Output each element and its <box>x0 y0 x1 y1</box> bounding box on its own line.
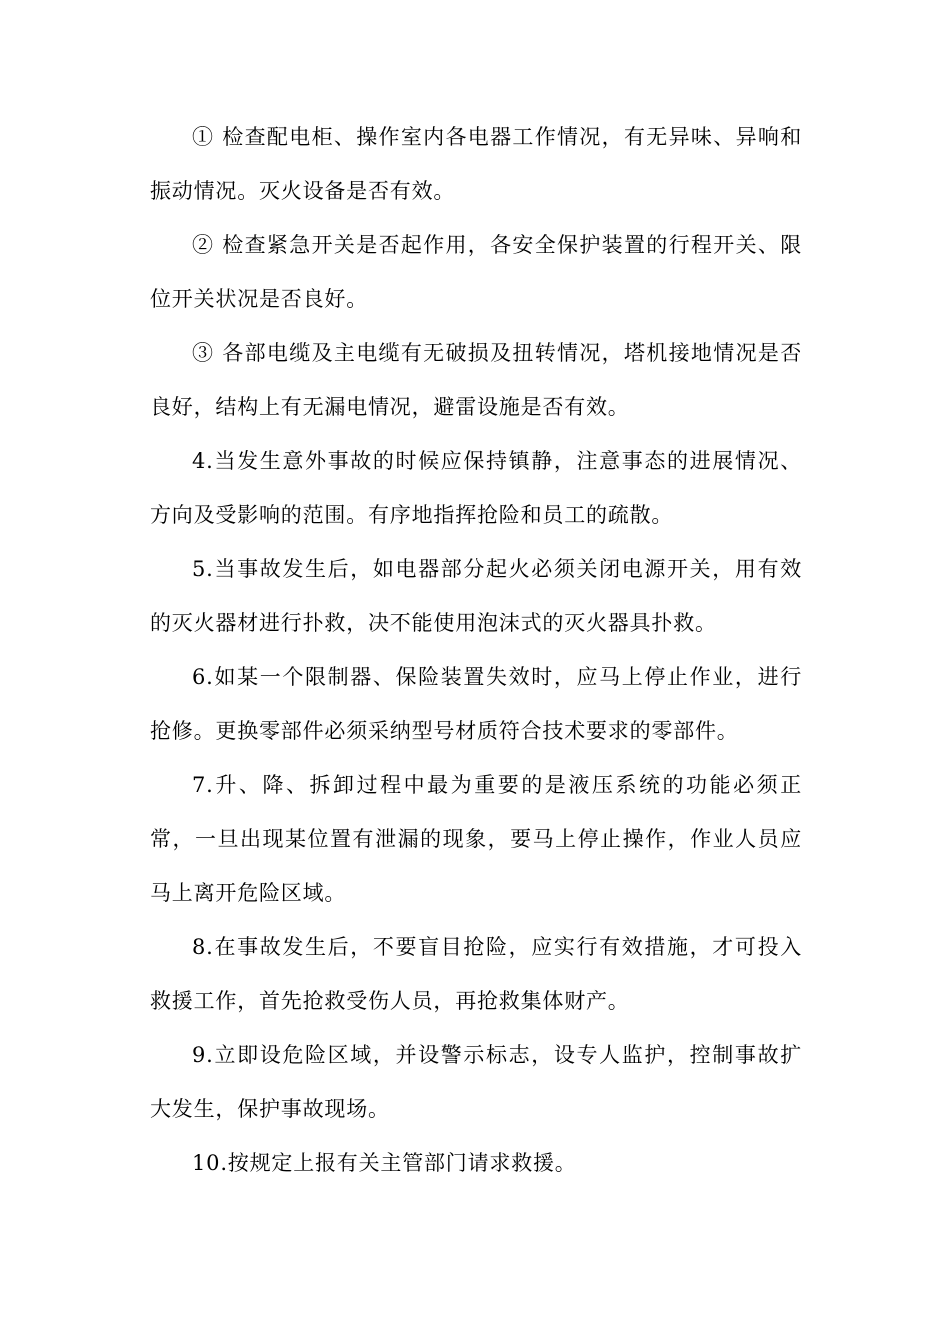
document-body <box>150 110 802 1190</box>
paragraph-check-cables-grounding: ③ 各部电缆及主电缆有无破损及扭转情况，塔机接地情况是否良好，结构上有无漏电情况，避雷设施是否有效。 <box>150 341 802 419</box>
paragraph-check-electrical-cabinet: ① 检查配电柜、操作室内各电器工作情况，有无异味、异响和振动情况。灭火设备是否有效。 <box>150 125 802 203</box>
paragraph-hydraulic-system: 7.升、降、拆卸过程中最为重要的是液压系统的功能必须正常，一旦出现某位置有泄漏的现象，要马上停止操作，作业人员应马上离开危险区域。 <box>150 773 802 905</box>
paragraph-after-accident: 8.在事故发生后，不要盲目抢险，应实行有效措施，才可投入救援工作，首先抢救受伤人员，再抢救集体财产。 <box>150 935 802 1013</box>
paragraph-limiter-failure: 6.如某一个限制器、保险装置失效时，应马上停止作业，进行抢修。更换零部件必须采纳型号材质符合技术要求的零部件。 <box>150 665 802 743</box>
paragraph-danger-zone: 9.立即设危险区域，并设警示标志，设专人监护，控制事故扩大发生，保护事故现场。 <box>150 1043 802 1121</box>
paragraph-check-emergency-switch: ② 检查紧急开关是否起作用，各安全保护装置的行程开关、限位开关状况是否良好。 <box>150 233 802 311</box>
paragraph-report-authorities: 10.按规定上报有关主管部门请求救援。 <box>192 1151 577 1175</box>
paragraph-electrical-fire: 5.当事故发生后，如电器部分起火必须关闭电源开关，用有效的灭火器材进行扑救，决不能使用泡沫式的灭火器具扑救。 <box>150 557 802 635</box>
paragraph-stay-calm: 4.当发生意外事故的时候应保持镇静，注意事态的进展情况、方向及受影响的范围。有序地指挥抢险和员工的疏散。 <box>150 449 802 527</box>
